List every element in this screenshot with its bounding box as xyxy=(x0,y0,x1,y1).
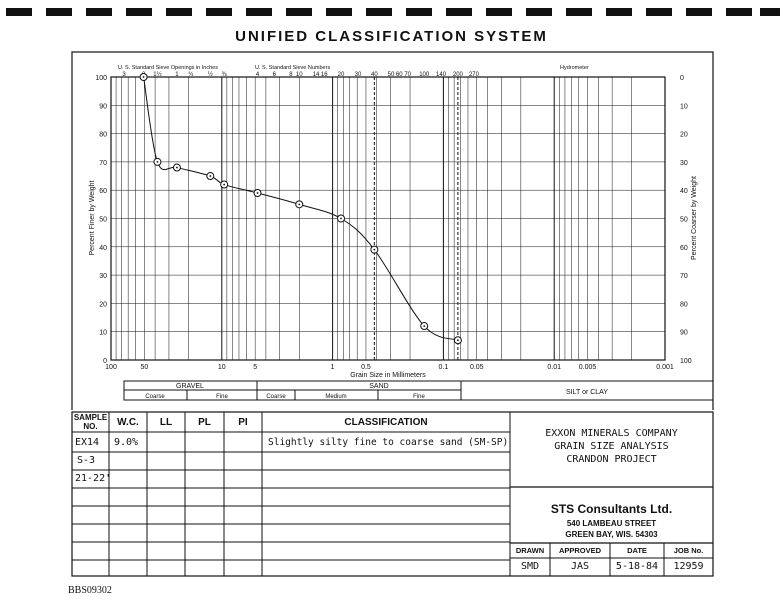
sample-cell-1: EX14 xyxy=(75,437,100,448)
x-tick: 0.1 xyxy=(438,364,449,371)
silt-clay-label: SILT or CLAY xyxy=(565,389,609,396)
page-title: UNIFIED CLASSIFICATION SYSTEM xyxy=(235,28,548,45)
job-label: JOB No. xyxy=(673,546,704,555)
job-value: 12959 xyxy=(673,561,704,572)
top-tick-sieve: 70 xyxy=(404,72,412,78)
y-left-tick: 50 xyxy=(99,216,107,224)
x-tick: 1 xyxy=(330,364,335,371)
y-right-tick: 30 xyxy=(680,159,688,167)
y-left-tick: 100 xyxy=(95,75,107,82)
sand-coarse-label: Coarse xyxy=(266,394,286,400)
wc-cell-1: 9.0% xyxy=(114,437,139,448)
x-tick: 0.01 xyxy=(547,364,562,371)
sample-cell-3: 21-22' xyxy=(75,473,112,484)
top-tick-sieve: 8 xyxy=(289,72,293,78)
y-right-tick: 60 xyxy=(680,244,688,252)
gravel-coarse-label: Coarse xyxy=(145,394,165,400)
x-tick: 0.005 xyxy=(578,364,597,371)
col-header-wc: W.C. xyxy=(117,417,139,428)
top-tick-sieve: 14 xyxy=(312,72,320,78)
sieve-header-numbers: U. S. Standard Sieve Numbers xyxy=(255,65,331,71)
drawn-label: DRAWN xyxy=(515,546,545,555)
y-right-tick: 70 xyxy=(680,273,688,281)
y-left-tick: 70 xyxy=(99,159,107,167)
y-right-tick: 50 xyxy=(680,216,688,224)
top-tick-sieve: 20 xyxy=(337,72,345,78)
y-left-tick: 0 xyxy=(103,358,107,365)
gravel-fine-label: Fine xyxy=(216,394,228,400)
sieve-header-inches: U. S. Standard Sieve Openings in Inches xyxy=(118,65,218,71)
y-right-tick: 0 xyxy=(680,75,684,82)
footer-code: BBS09302 xyxy=(68,585,112,596)
col-header-ll: LL xyxy=(159,417,173,428)
top-tick-sieve: 270 xyxy=(468,72,479,78)
sand-label: SAND xyxy=(369,383,389,390)
date-value: 5-18-84 xyxy=(615,561,659,572)
top-tick-sieve: 6 xyxy=(272,72,276,78)
top-tick-sieve: 60 xyxy=(395,72,403,78)
y-left-tick: 30 xyxy=(99,273,107,281)
date-label: DATE xyxy=(627,546,647,555)
col-header-pi: PI xyxy=(238,417,248,428)
y-left-tick: 60 xyxy=(99,188,107,196)
x-tick: 0.5 xyxy=(361,364,371,371)
sand-fine-label: Fine xyxy=(413,394,425,400)
top-tick-sieve: 40 xyxy=(371,72,378,78)
sample-cell-2: S-3 xyxy=(77,455,96,466)
project-line-1: EXXON MINERALS COMPANY xyxy=(545,428,678,439)
top-tick-inch: 1½ xyxy=(153,72,162,78)
y-left-tick: 20 xyxy=(99,301,107,309)
approved-value: JAS xyxy=(570,561,590,572)
y-right-tick: 20 xyxy=(680,131,688,139)
top-tick-sieve: 140 xyxy=(436,72,447,78)
gravel-label: GRAVEL xyxy=(176,383,204,390)
y-right-tick: 40 xyxy=(680,188,688,196)
drawn-value: SMD xyxy=(520,561,540,572)
top-tick-inch: 1 xyxy=(175,72,179,78)
approved-label: APPROVED xyxy=(558,546,602,555)
x-tick: 5 xyxy=(253,364,258,371)
top-tick-sieve: 30 xyxy=(354,72,362,78)
top-tick-sieve: 50 xyxy=(387,72,395,78)
y-left-tick: 80 xyxy=(99,131,107,139)
top-tick-inch: ½ xyxy=(207,72,213,78)
x-axis-label: Grain Size in Millimeters xyxy=(350,372,426,379)
x-tick: 10 xyxy=(217,364,226,371)
project-line-2: GRAIN SIZE ANALYSIS xyxy=(554,441,669,452)
top-tick-inch: 3 xyxy=(122,72,126,78)
y-left-tick: 10 xyxy=(99,329,107,337)
x-tick: 0.05 xyxy=(469,364,484,371)
top-tick-inch: ⅜ xyxy=(221,72,227,78)
top-tick-sieve: 100 xyxy=(419,72,430,78)
x-tick: 100 xyxy=(105,364,117,371)
top-tick-sieve: 10 xyxy=(295,72,303,78)
sand-medium-label: Medium xyxy=(325,394,347,400)
y-right-tick: 10 xyxy=(680,103,688,111)
hydrometer-label: Hydrometer xyxy=(560,65,589,71)
company-name: STS Consultants Ltd. xyxy=(550,502,673,516)
col-header-classification: CLASSIFICATION xyxy=(344,417,428,428)
top-tick-inch: ¾ xyxy=(188,72,194,78)
top-tick-sieve: 200 xyxy=(452,72,463,78)
y-left-tick: 40 xyxy=(99,244,107,252)
classification-cell-1: Slightly silty fine to coarse sand (SM-SP) xyxy=(268,437,509,448)
y-left-axis-label: Percent Finer by Weight xyxy=(89,180,96,256)
top-tick-sieve: 4 xyxy=(255,72,260,78)
col-header-sample-no: SAMPLE NO. xyxy=(73,413,108,431)
col-header-pl: PL xyxy=(198,417,211,428)
company-city: GREEN BAY, WIS. 54303 xyxy=(565,530,658,539)
x-tick: 0.001 xyxy=(656,364,674,371)
y-right-tick: 80 xyxy=(680,301,688,309)
y-right-tick: 100 xyxy=(680,358,692,365)
y-left-tick: 90 xyxy=(99,103,107,111)
x-tick: 50 xyxy=(140,364,149,371)
company-street: 540 LAMBEAU STREET xyxy=(566,519,657,528)
y-right-axis-label: Percent Coarser by Weight xyxy=(691,176,698,260)
top-tick-sieve: 16 xyxy=(320,72,328,78)
y-right-tick: 90 xyxy=(680,329,688,337)
project-line-3: CRANDON PROJECT xyxy=(566,454,657,465)
